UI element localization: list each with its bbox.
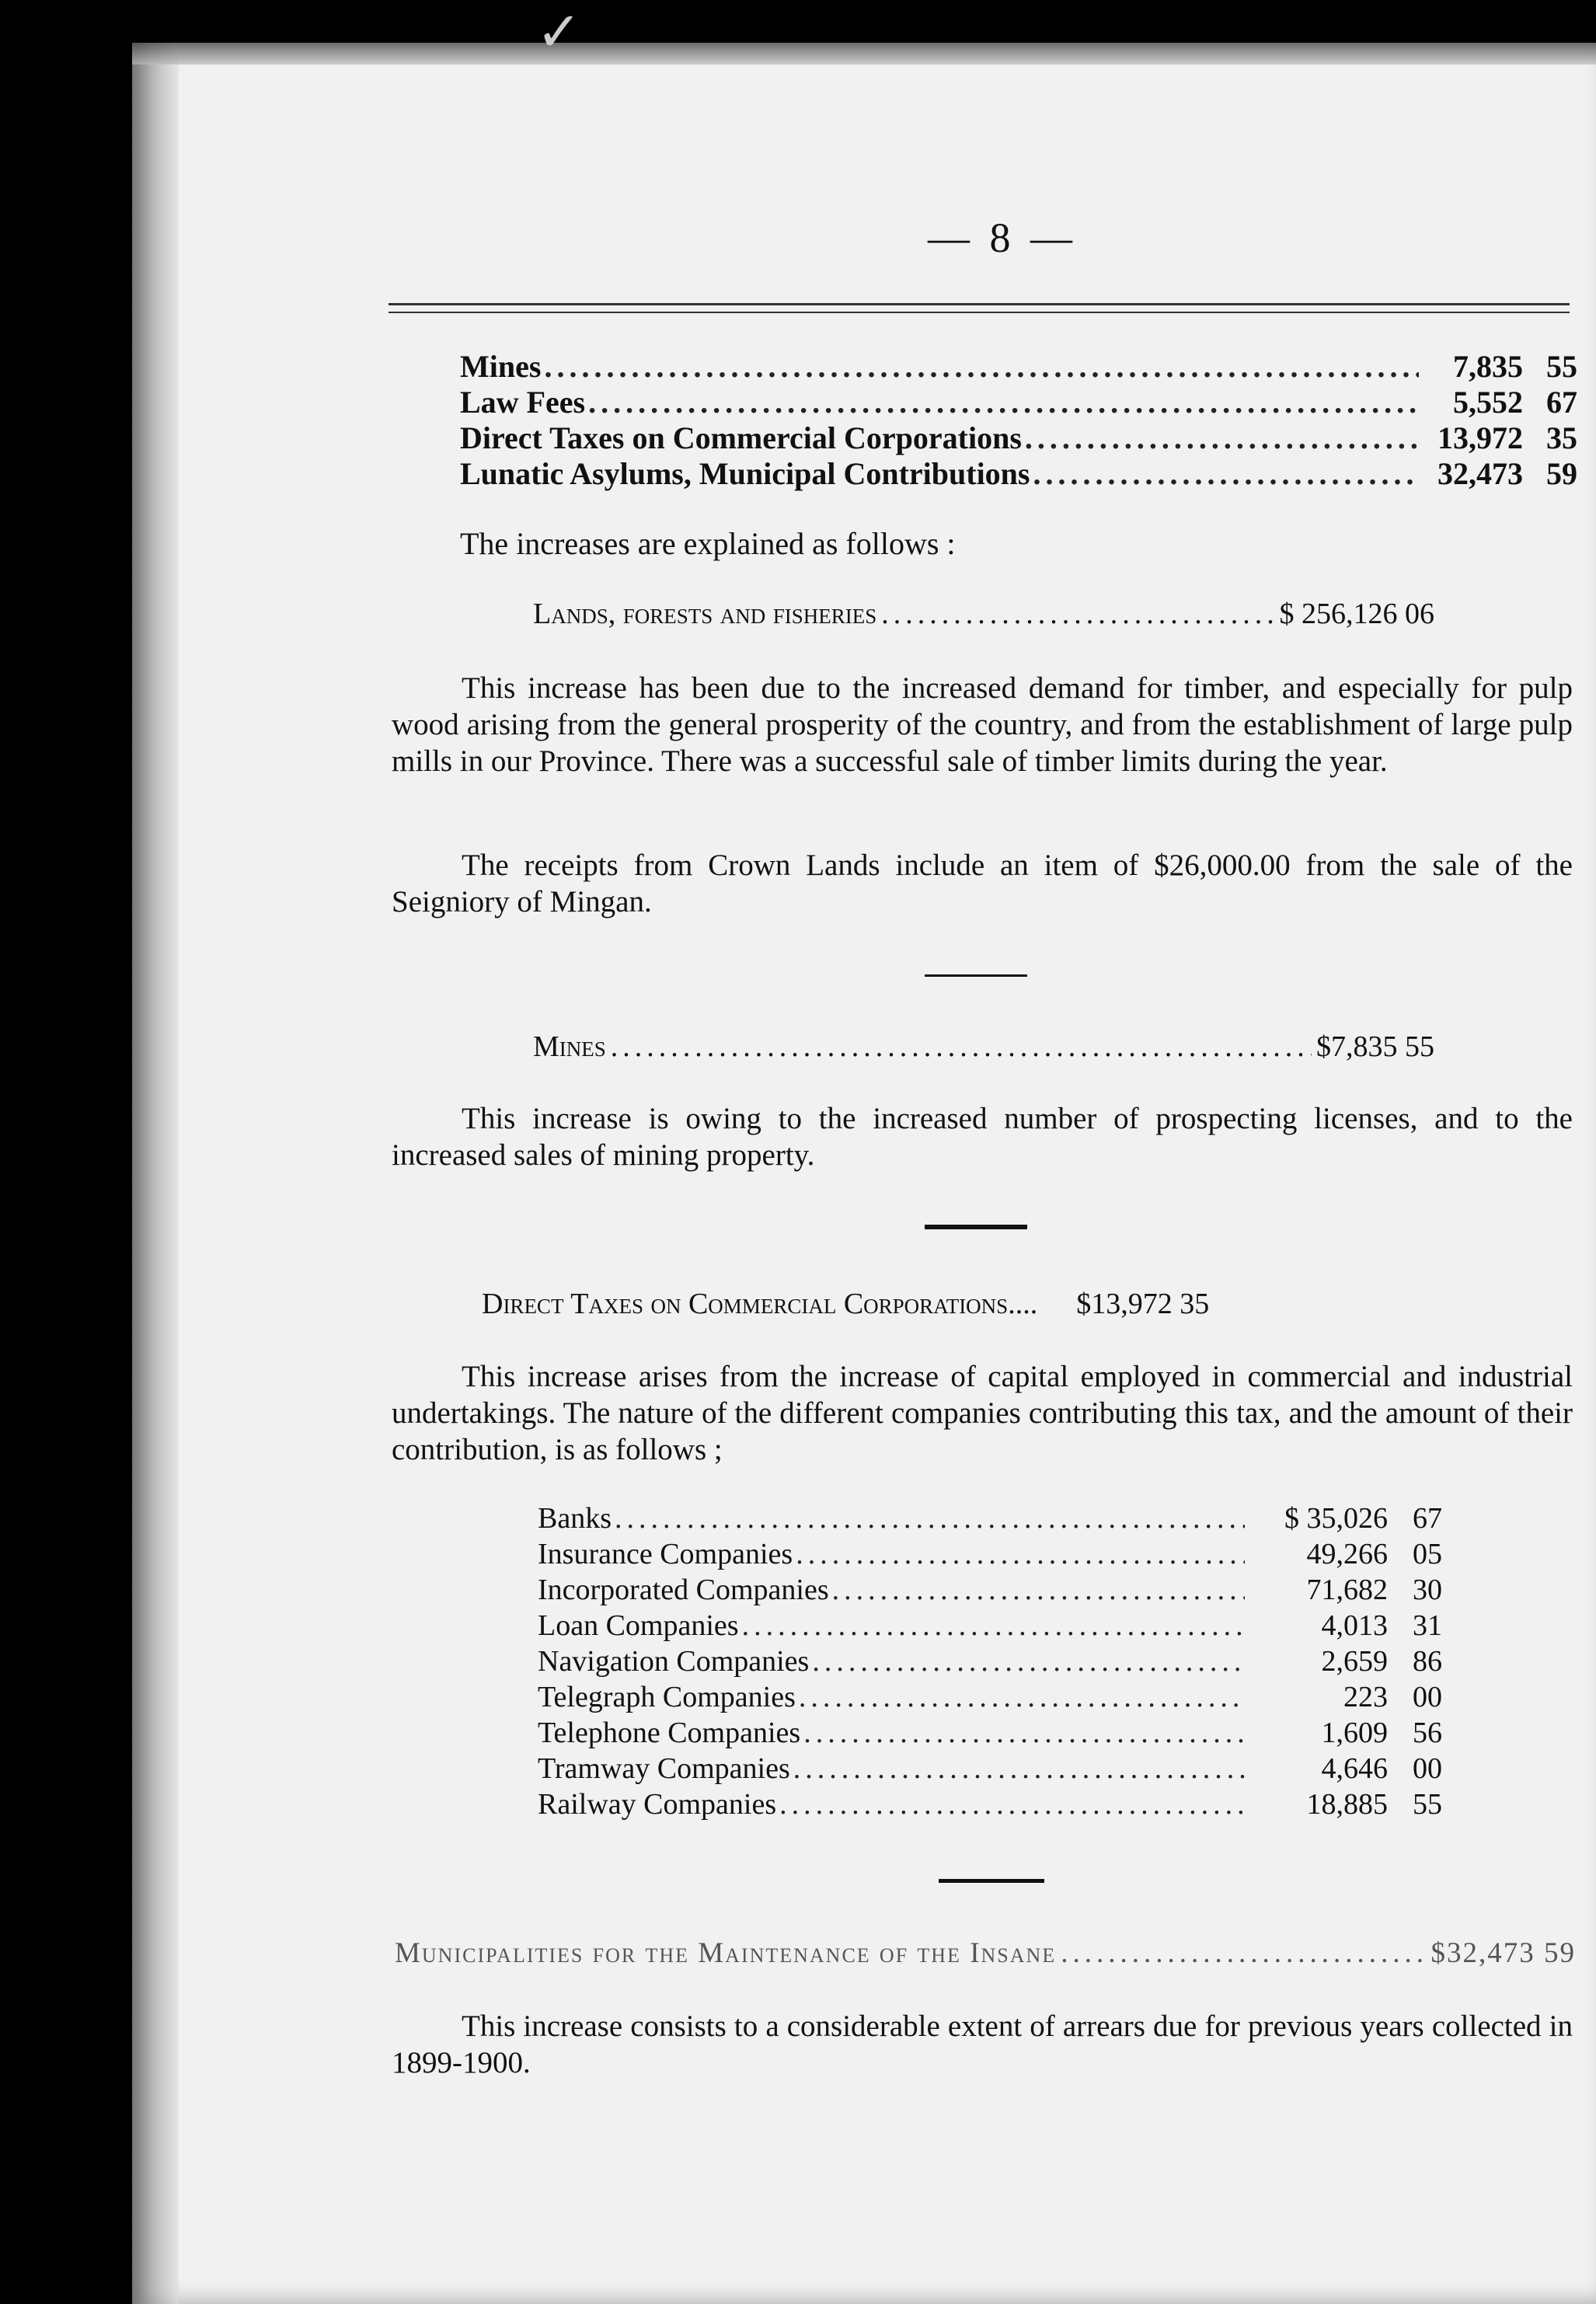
revenue-amount: 13,972 [1437, 420, 1523, 455]
intro-text: The increases are explained as follows : [460, 526, 956, 561]
company-row [538, 1716, 1442, 1750]
company-cents: 00 [1413, 1681, 1442, 1713]
company-label: Telegraph Companies [538, 1681, 796, 1713]
page-number: — 8 — [928, 214, 1077, 261]
lands-paragraph-1 [392, 670, 1573, 779]
company-cents: 00 [1413, 1752, 1442, 1785]
mines-text: This increase is owing to the increased number of prospecting licenses, and to the increased sales of mining property. [392, 1102, 1573, 1172]
lands-paragraph-2 [392, 847, 1573, 920]
company-row [538, 1609, 1442, 1643]
company-amount: 71,682 [1306, 1574, 1388, 1606]
revenue-label: Law Fees [460, 385, 586, 420]
leader-dots [615, 1501, 1245, 1535]
lands-heading [533, 597, 1434, 631]
leader-dots [742, 1609, 1245, 1643]
company-amount: 4,646 [1321, 1752, 1388, 1785]
leader-dots [799, 1680, 1245, 1714]
corporations-heading [482, 1287, 1492, 1321]
leader-dots [812, 1644, 1245, 1678]
company-row [538, 1752, 1442, 1786]
mines-title: Mines [533, 1030, 606, 1063]
company-amount: 223 [1343, 1681, 1388, 1713]
leader-dots [544, 348, 1419, 385]
company-label: Insurance Companies [538, 1538, 793, 1570]
company-amount: 2,659 [1321, 1645, 1388, 1678]
company-amount: 18,885 [1306, 1788, 1388, 1821]
corporations-amount: $13,972 35 [1076, 1288, 1210, 1320]
company-row [538, 1644, 1442, 1678]
corporations-text: This increase arises from the increase of capital employed in commercial and industrial undertakings. The nature of the different companies contributing this tax, and the amount of their contribution, is as follows ; [392, 1360, 1573, 1466]
insane-title: Municipalities for the Maintenance of the Insane [395, 1937, 1057, 1969]
leader-dots [881, 597, 1274, 631]
company-amount: $ 35,026 [1284, 1502, 1388, 1535]
leader-dots [1061, 1936, 1426, 1970]
section-divider [925, 1225, 1027, 1229]
company-label: Banks [538, 1502, 612, 1535]
corporations-paragraph [392, 1358, 1573, 1468]
leader-dots [803, 1716, 1245, 1750]
insane-amount: $32,473 59 [1430, 1937, 1576, 1969]
header-rule [389, 303, 1570, 313]
insane-paragraph [392, 2008, 1573, 2081]
revenue-row [460, 348, 1577, 385]
revenue-cents: 67 [1546, 385, 1577, 420]
company-amount: 4,013 [1321, 1609, 1388, 1642]
company-cents: 05 [1413, 1538, 1442, 1570]
revenue-amount: 32,473 [1437, 456, 1523, 491]
company-row [538, 1680, 1442, 1714]
revenue-row [460, 455, 1577, 492]
leader-dots [832, 1573, 1245, 1607]
leader-dots [611, 1030, 1312, 1064]
revenue-label: Direct Taxes on Commercial Corporations [460, 420, 1022, 455]
corporations-title: Direct Taxes on Commercial Corporations.... [482, 1288, 1038, 1320]
company-row [538, 1501, 1442, 1535]
revenue-amount: 5,552 [1453, 385, 1523, 420]
check-mark-icon: ✓ [536, 0, 582, 64]
company-row [538, 1573, 1442, 1607]
lands-text-1: This increase has been due to the increased demand for timber, and especially for pulp wood arising from the general prosperity of the country, and from the establishment of large pulp mills in our Province. There was a successful sale of timber limits during the year. [392, 671, 1573, 778]
insane-text: This increase consists to a considerable extent of arrears due for previous years collected in 1899-1900. [392, 2009, 1573, 2079]
lands-title: Lands, forests and fisheries [533, 598, 877, 630]
company-cents: 30 [1413, 1574, 1442, 1606]
company-cents: 86 [1413, 1645, 1442, 1678]
revenue-cents: 55 [1546, 349, 1577, 384]
mines-heading [533, 1030, 1434, 1064]
revenue-row [460, 420, 1577, 456]
mines-amount: $7,835 55 [1316, 1030, 1434, 1063]
company-cents: 31 [1413, 1609, 1442, 1642]
leader-dots [588, 384, 1419, 420]
leader-dots [796, 1537, 1245, 1571]
leader-dots [779, 1787, 1245, 1821]
company-row [538, 1787, 1442, 1821]
page-spine-shadow [132, 43, 179, 2304]
company-row [538, 1537, 1442, 1571]
company-amount: 49,266 [1306, 1538, 1388, 1570]
revenue-cents: 59 [1546, 456, 1577, 491]
revenue-amount: 7,835 [1453, 349, 1523, 384]
company-label: Incorporated Companies [538, 1574, 829, 1606]
lands-amount: $ 256,126 06 [1279, 598, 1434, 630]
mines-paragraph [392, 1100, 1573, 1173]
insane-heading [395, 1936, 1576, 1970]
company-cents: 67 [1413, 1502, 1442, 1535]
company-label: Tramway Companies [538, 1752, 790, 1785]
company-label: Navigation Companies [538, 1645, 810, 1678]
company-label: Loan Companies [538, 1609, 739, 1642]
leader-dots [1033, 455, 1420, 492]
company-cents: 56 [1413, 1717, 1442, 1749]
company-label: Telephone Companies [538, 1717, 801, 1749]
lands-text-2: The receipts from Crown Lands include an item of $26,000.00 from the sale of the Seigniory of Mingan. [392, 849, 1573, 918]
section-divider [939, 1879, 1044, 1883]
revenue-row [460, 384, 1577, 420]
leader-dots [1025, 420, 1419, 456]
company-amount: 1,609 [1321, 1717, 1388, 1749]
page-top-edge [132, 43, 1596, 64]
company-cents: 55 [1413, 1788, 1442, 1821]
leader-dots [793, 1752, 1245, 1786]
revenue-cents: 35 [1546, 420, 1577, 455]
revenue-label: Mines [460, 349, 542, 384]
revenue-label: Lunatic Asylums, Municipal Contributions [460, 456, 1030, 491]
section-divider [925, 974, 1027, 977]
company-label: Railway Companies [538, 1788, 777, 1821]
